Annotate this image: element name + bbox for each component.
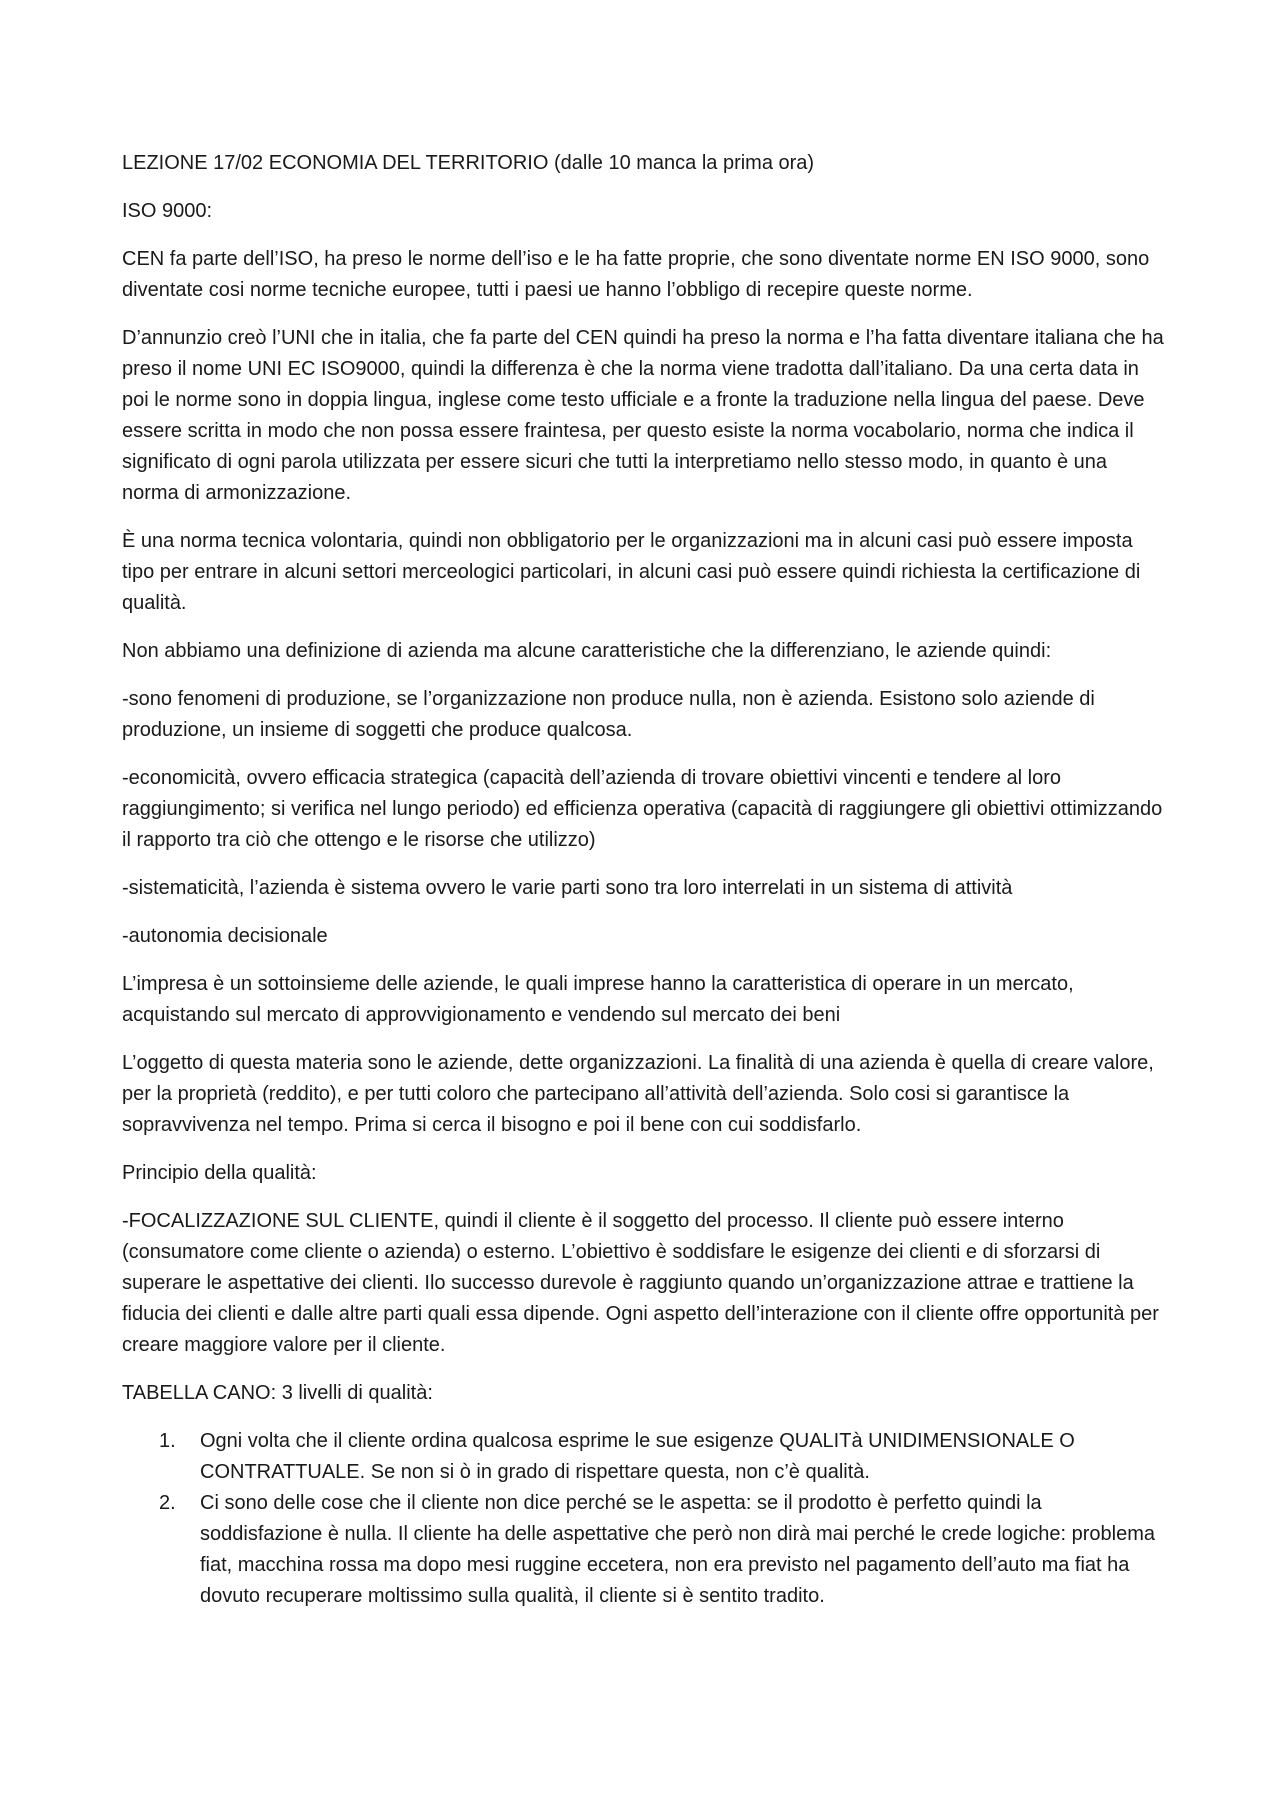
list-item [122,1426,1167,1488]
paragraph-cen: CEN fa parte dell’ISO, ha preso le norme dell’iso e le ha fatte proprie, che sono diventate norme EN ISO 9000, sono diventate cosi norme tecniche europee, tutti i paesi ue hanno l’obbligo di recepire queste norme. [122,248,1150,301]
list-item-number: 1. [159,1430,176,1452]
list-item-number: 2. [159,1492,176,1514]
paragraph-produzione: -sono fenomeni di produzione, se l’organizzazione non produce nulla, non è azienda. Esistono solo aziende di produzione, un insieme di soggetti che produce qualcosa. [122,688,1095,741]
paragraph-focalizzazione-cliente: -FOCALIZZAZIONE SUL CLIENTE, quindi il cliente è il soggetto del processo. Il cliente può essere interno (consumatore come cliente o azienda) o esterno. L’obiettivo è soddisfare le esigenze dei clienti e di sforzarsi di superare le aspettative dei clienti. Ilo successo durevole è raggiunto quando un’organizzazione attrae e trattiene la fiducia dei clienti e dalle altre parti quali essa dipende. Ogni aspetto dell’interazione con il cliente offre opportunità per creare maggiore valore per il cliente. [122,1210,1159,1356]
paragraph-sistematicita: -sistematicità, l’azienda è sistema ovvero le varie parti sono tra loro interrelati in un sistema di attività [122,877,1013,899]
list-item [122,1488,1167,1612]
section-heading-tabella-cano: TABELLA CANO: 3 livelli di qualità: [122,1382,433,1404]
document-page [122,148,1167,1612]
section-heading-principio-qualita: Principio della qualità: [122,1162,317,1184]
paragraph-oggetto-materia: L’oggetto di questa materia sono le aziende, dette organizzazioni. La finalità di una azienda è quella di creare valore, per la proprietà (reddito), e per tutti coloro che partecipano all’attività dell’azienda. Solo cosi si garantisce la sopravvivenza nel tempo. Prima si cerca il bisogno e poi il bene con cui soddisfarlo. [122,1052,1154,1136]
lesson-title: LEZIONE 17/02 ECONOMIA DEL TERRITORIO (dalle 10 manca la prima ora) [122,152,815,174]
paragraph-impresa: L’impresa è un sottoinsieme delle aziende, le quali imprese hanno la caratteristica di operare in un mercato, acquistando sul mercato di approvvigionamento e vendendo sul mercato dei beni [122,973,1074,1026]
list-item-text: Ogni volta che il cliente ordina qualcosa esprime le sue esigenze QUALITà UNIDIMENSIONALE O CONTRATTUALE. Se non si ò in grado di rispettare questa, non c’è qualità. [200,1430,1075,1483]
paragraph-uni: D’annunzio creò l’UNI che in italia, che fa parte del CEN quindi ha preso la norma e l’ha fatta diventare italiana che ha preso il nome UNI EC ISO9000, quindi la differenza è che la norma viene tradotta dall’italiano. Da una certa data in poi le norme sono in doppia lingua, inglese come testo ufficiale e a fronte la traduzione nella lingua del paese. Deve essere scritta in modo che non possa essere fraintesa, per questo esiste la norma vocabolario, norma che indica il significato di ogni parola utilizzata per essere sicuri che tutti la interpretiamo nello stesso modo, in quanto è una norma di armonizzazione. [122,327,1164,504]
paragraph-norma-volontaria: È una norma tecnica volontaria, quindi non obbligatorio per le organizzazioni ma in alcuni casi può essere imposta tipo per entrare in alcuni settori merceologici particolari, in alcuni casi può essere quindi richiesta la certificazione di qualità. [122,530,1141,614]
paragraph-definizione-azienda: Non abbiamo una definizione di azienda ma alcune caratteristiche che la differenziano, le aziende quindi: [122,640,1052,662]
list-item-text: Ci sono delle cose che il cliente non dice perché se le aspetta: se il prodotto è perfetto quindi la soddisfazione è nulla. Il cliente ha delle aspettative che però non dirà mai perché le crede logiche: problema fiat, macchina rossa ma dopo mesi ruggine eccetera, non era previsto nel pagamento dell’auto ma fiat ha dovuto recuperare moltissimo sulla qualità, il cliente si è sentito tradito. [200,1492,1156,1607]
paragraph-economicita: -economicità, ovvero efficacia strategica (capacità dell’azienda di trovare obiettivi vincenti e tendere al loro raggiungimento; si verifica nel lungo periodo) ed efficienza operativa (capacità di raggiungere gli obiettivi ottimizzando il rapporto tra ciò che ottengo e le risorse che utilizzo) [122,767,1163,851]
numbered-list [122,1426,1167,1612]
paragraph-autonomia: -autonomia decisionale [122,925,328,947]
section-heading-iso: ISO 9000: [122,200,213,222]
